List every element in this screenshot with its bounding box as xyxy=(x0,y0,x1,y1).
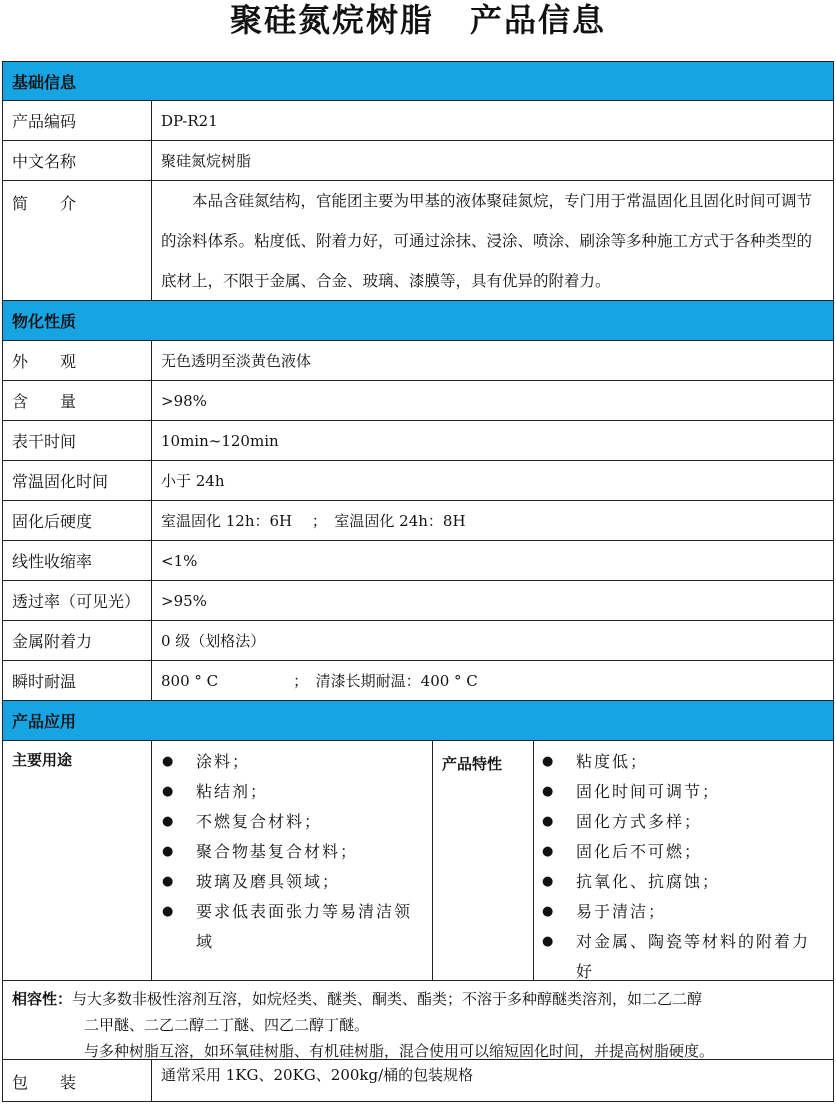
prop-row xyxy=(3,381,833,421)
bullet-icon: ● xyxy=(162,754,176,769)
bullet-icon: ● xyxy=(542,904,556,919)
prop-value: >98% xyxy=(161,391,207,410)
prop-value: 800 ° C ； 清漆长期耐温：400 ° C xyxy=(161,672,478,690)
prop-value: >95% xyxy=(161,591,207,610)
prop-row xyxy=(3,621,833,661)
uses-label: 主要用途 xyxy=(12,751,73,769)
prop-label: 含 量 xyxy=(3,381,152,420)
row-packaging xyxy=(3,1060,833,1101)
bullet-icon: ● xyxy=(542,844,556,859)
bullet-icon: ● xyxy=(162,904,176,919)
prop-row xyxy=(3,421,833,461)
label-packaging: 包 装 xyxy=(3,1060,152,1101)
list-item: ● 粘结剂； xyxy=(162,777,424,807)
row-product-code xyxy=(3,101,833,141)
list-item: ● 易于清洁； xyxy=(542,897,825,927)
section-header-application: 产品应用 xyxy=(3,701,833,741)
title-main: 聚硅氮烷树脂 xyxy=(229,1,434,39)
title-sub: 产品信息 xyxy=(470,1,607,39)
uses-list xyxy=(152,741,432,957)
bullet-icon: ● xyxy=(542,784,556,799)
list-item: ● 粘度低； xyxy=(542,747,825,777)
prop-value: <1% xyxy=(161,551,198,570)
prop-value: 小于 24h xyxy=(161,472,225,490)
uses-list-cell xyxy=(152,741,433,980)
compatibility-text: 相容性：与大多数非极性溶剂互溶，如烷烃类、醚类、酮类、酯类；不溶于多种醇醚类溶剂，如二乙二醇 二甲醚、二乙二醇二丁醚、四乙二醇丁醚。 与多种树脂互溶，如环氧硅树脂、有机硅树脂，混合使用可以缩短固化时间，并提高树脂硬度。 xyxy=(12,990,715,1060)
value-chinese-name: 聚硅氮烷树脂 xyxy=(161,152,252,170)
prop-label: 常温固化时间 xyxy=(3,461,152,500)
prop-row xyxy=(3,501,833,541)
prop-row xyxy=(3,341,833,381)
value-product-code: DP-R21 xyxy=(161,111,218,130)
prop-label: 外 观 xyxy=(3,341,152,380)
prop-row xyxy=(3,661,833,701)
bullet-icon: ● xyxy=(542,934,556,949)
prop-row xyxy=(3,461,833,501)
prop-value: 0 级（划格法） xyxy=(161,632,266,650)
prop-label: 固化后硬度 xyxy=(3,501,152,540)
product-info-table xyxy=(2,61,834,1102)
prop-row xyxy=(3,581,833,621)
prop-value: 室温固化 12h：6H ； 室温固化 24h：8H xyxy=(161,512,466,530)
row-uses-features xyxy=(3,741,833,981)
prop-value: 无色透明至淡黄色液体 xyxy=(161,352,312,370)
prop-label: 瞬时耐温 xyxy=(3,661,152,700)
list-item: ● 抗氧化、抗腐蚀； xyxy=(542,867,825,897)
list-item: ● 不燃复合材料； xyxy=(162,807,424,837)
list-item: ● 固化方式多样； xyxy=(542,807,825,837)
section-header-properties: 物化性质 xyxy=(3,301,833,341)
value-intro: 本品含硅氮结构，官能团主要为甲基的液体聚硅氮烷，专门用于常温固化且固化时间可调节的涂料体系。粘度低、附着力好，可通过涂抹、浸涂、喷涂、刷涂等多种施工方式于各种类型的底材上，不限于金属、合金、玻璃、漆膜等，具有优异的附着力。 xyxy=(161,192,813,290)
page-title xyxy=(0,0,836,44)
prop-row xyxy=(3,541,833,581)
list-item: ● 涂料； xyxy=(162,747,424,777)
bullet-icon: ● xyxy=(162,844,176,859)
bullet-icon: ● xyxy=(162,814,176,829)
uses-label-cell xyxy=(3,741,152,980)
bullet-icon: ● xyxy=(542,874,556,889)
bullet-icon: ● xyxy=(162,784,176,799)
prop-label: 透过率（可见光） xyxy=(3,581,152,620)
section-header-basic: 基础信息 xyxy=(3,62,833,101)
list-item: ● 固化后不可燃； xyxy=(542,837,825,867)
label-product-code: 产品编码 xyxy=(3,101,152,140)
list-item: ● 固化时间可调节； xyxy=(542,777,825,807)
list-item: ● 对金属、陶瓷等材料的附着力好 xyxy=(542,927,825,987)
row-chinese-name xyxy=(3,141,833,181)
row-compatibility xyxy=(3,981,833,1060)
features-list xyxy=(534,741,833,987)
compatibility-label: 相容性： xyxy=(12,990,73,1008)
list-item: ● 聚合物基复合材料； xyxy=(162,837,424,867)
label-chinese-name: 中文名称 xyxy=(3,141,152,180)
list-item: ● 玻璃及磨具领域； xyxy=(162,867,424,897)
prop-label: 表干时间 xyxy=(3,421,152,460)
prop-label: 金属附着力 xyxy=(3,621,152,660)
bullet-icon: ● xyxy=(542,814,556,829)
features-label-cell xyxy=(433,741,534,980)
label-intro: 简 介 xyxy=(3,181,152,300)
value-packaging: 通常采用 1KG、20KG、200kg/桶的包装规格 xyxy=(161,1066,474,1084)
list-item: ● 要求低表面张力等易清洁领域 xyxy=(162,897,424,957)
bullet-icon: ● xyxy=(542,754,556,769)
bullet-icon: ● xyxy=(162,874,176,889)
features-list-cell xyxy=(534,741,833,980)
prop-value: 10min~120min xyxy=(161,431,279,450)
prop-label: 线性收缩率 xyxy=(3,541,152,580)
features-label: 产品特性 xyxy=(442,755,503,773)
row-intro xyxy=(3,181,833,301)
